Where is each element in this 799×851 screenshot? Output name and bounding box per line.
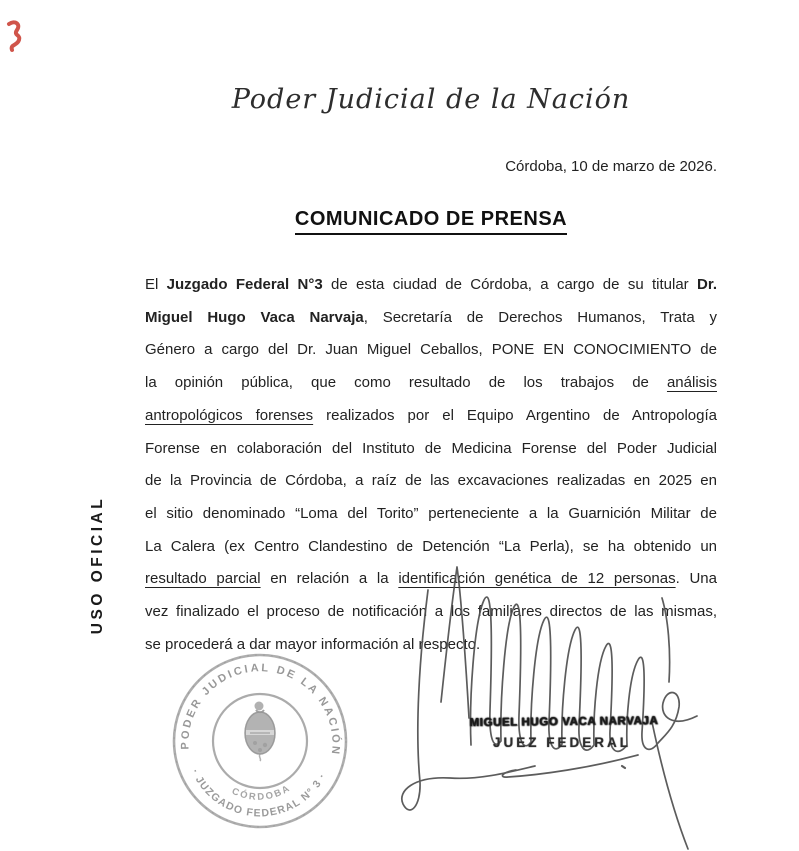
red-corner-mark-icon [5,18,39,56]
court-seal [166,650,354,832]
body-line: Género a cargo del Dr. Juan Miguel Ceballos, PONE EN CONOCIMIENTO de [145,341,717,359]
body-line: de la Provincia de Córdoba, a raíz de las excavaciones realizadas en 2025 en [145,472,717,490]
body-line: La Calera (ex Centro Clandestino de Detención “La Perla), se ha obtenido un [145,537,717,555]
uso-oficial-vertical-label: USO OFICIAL [89,495,106,635]
body-line: antropológicos forenses realizados por el Equipo Argentino de Antropología [145,406,717,424]
body-line: El Juzgado Federal N°3 de esta ciudad de Córdoba, a cargo de su titular Dr. [145,276,718,293]
body-line: se procederá a dar mayor información al respecto. [145,635,481,653]
body-line: el sitio denominado “Loma del Torito” perteneciente a la Guarnición Militar de [145,504,717,522]
body-line: la opinión pública, que como resultado de los trabajos de análisis [145,374,717,392]
seal-ring-top-text: PODER JUDICIAL DE LA NACIÓN [179,662,342,758]
coat-of-arms [245,702,275,762]
body-line: Forense en colaboración del Instituto de Medicina Forense del Poder Judicial [145,439,717,457]
title-wrap [145,208,717,235]
body-line: resultado parcial en relación a la identificación genética de 12 personas. Una [145,570,717,588]
body-line: Miguel Hugo Vaca Narvaja, Secretaría de Derechos Humanos, Trata y [145,308,717,326]
seal-ring-bottom-text: · JUZGADO FEDERAL N° 3 · [188,767,329,820]
signature-stamp-role: JUEZ FEDERAL [492,735,631,750]
press-release-title: COMUNICADO DE PRENSA [295,208,567,235]
letterhead-institution: Poder Judicial de la Nación [231,84,631,115]
svg-text:CÓRDOBA [230,783,293,803]
seal-cordoba-text: CÓRDOBA [230,782,294,803]
body-line: vez finalizado el proceso de notificación a los familiares directos de las mismas, [145,603,717,621]
signature-stamp-name: MIGUEL HUGO VACA NARVAJA [469,715,659,729]
judge-signature [390,555,700,851]
date-line: Córdoba, 10 de marzo de 2026. [505,158,717,175]
